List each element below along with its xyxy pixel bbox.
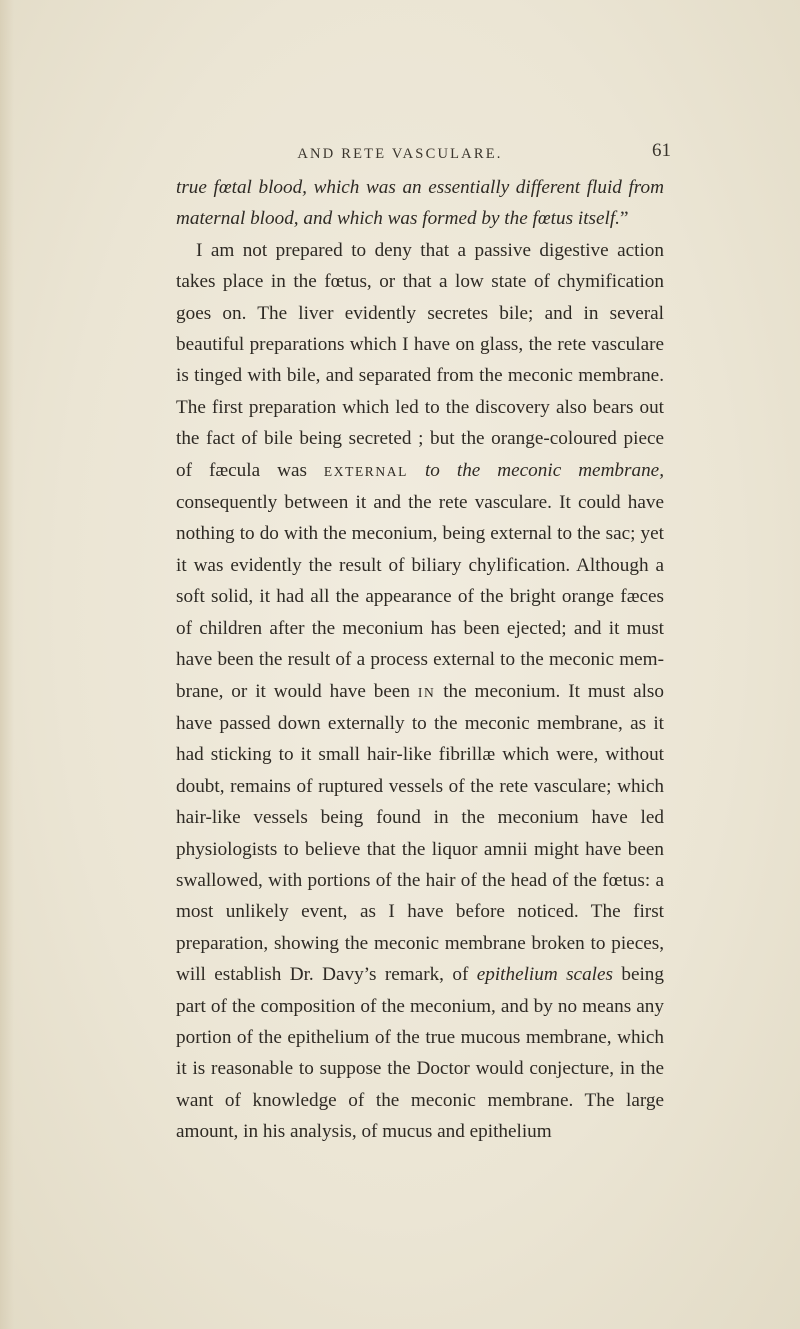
paragraph-quote-end	[176, 172, 664, 235]
small-caps-external: EXTERNAL	[323, 463, 408, 479]
text-run: the meconium. It must also have passed down externally to the meconic membrane, as it had sticking to it small hair-like fibrillæ which were, without doubt, remains of ruptured vessels of the rete vasculare; which hair-like vessels being found in the meconium have led physiologists to believe that the liquor amnii might have been swallowed, with portions of the hair of the head of the fœtus: a most unlikely event, as I have before noticed. The first preparation, showing the meconic membrane broken to pieces, will establish Dr. Davy’s remark, of	[176, 680, 664, 986]
body-text	[176, 172, 664, 1148]
text-run	[408, 460, 425, 481]
small-caps-in: IN	[417, 684, 436, 700]
paragraph-main	[176, 235, 664, 1148]
page-number: 61	[652, 140, 671, 161]
text-run: consequently between it and the rete vasculare. It could have nothing to do with the meconium, being external to the sac; yet it was evidently the result of biliary chylification. Although a soft solid, it had all the appearance of the bright orange fæces of children after the meconium has been ejected; and it must have been the result of a process external to the meconic membrane, or it would have been	[176, 492, 664, 702]
italic-epithelium-scales: epithelium scales	[476, 964, 613, 986]
text-run: being part of the composition of the meconium, and by no means any portion of the epithelium of the true mucous membrane, which it is reasonable to suppose the Doctor would conjecture, in the want of knowledge of the meconic membrane. The large amount, in his analysis, of mucus and epithelium	[176, 964, 664, 1143]
italic-meconic-membrane: to the meconic membrane,	[424, 459, 664, 481]
text-run: I am not prepared to deny that a passive digestive action takes place in the fœtus, or that a low state of chymification goes on. The liver evidently secretes bile; and in several beautiful preparations which I have on glass, the rete vasculare is tinged with bile, and separated from the meconic membrane. The first preparation which led to the discovery also bears out the fact of bile being secreted ; but the orange-coloured piece of fæcula was	[176, 239, 664, 481]
running-head: AND RETE VASCULARE.	[297, 146, 503, 162]
quoted-italic-text: true fœtal blood, which was an essentially different fluid from maternal blood, and which was formed by the fœtus itself.	[176, 177, 664, 230]
closing-quote: ”	[619, 208, 629, 230]
